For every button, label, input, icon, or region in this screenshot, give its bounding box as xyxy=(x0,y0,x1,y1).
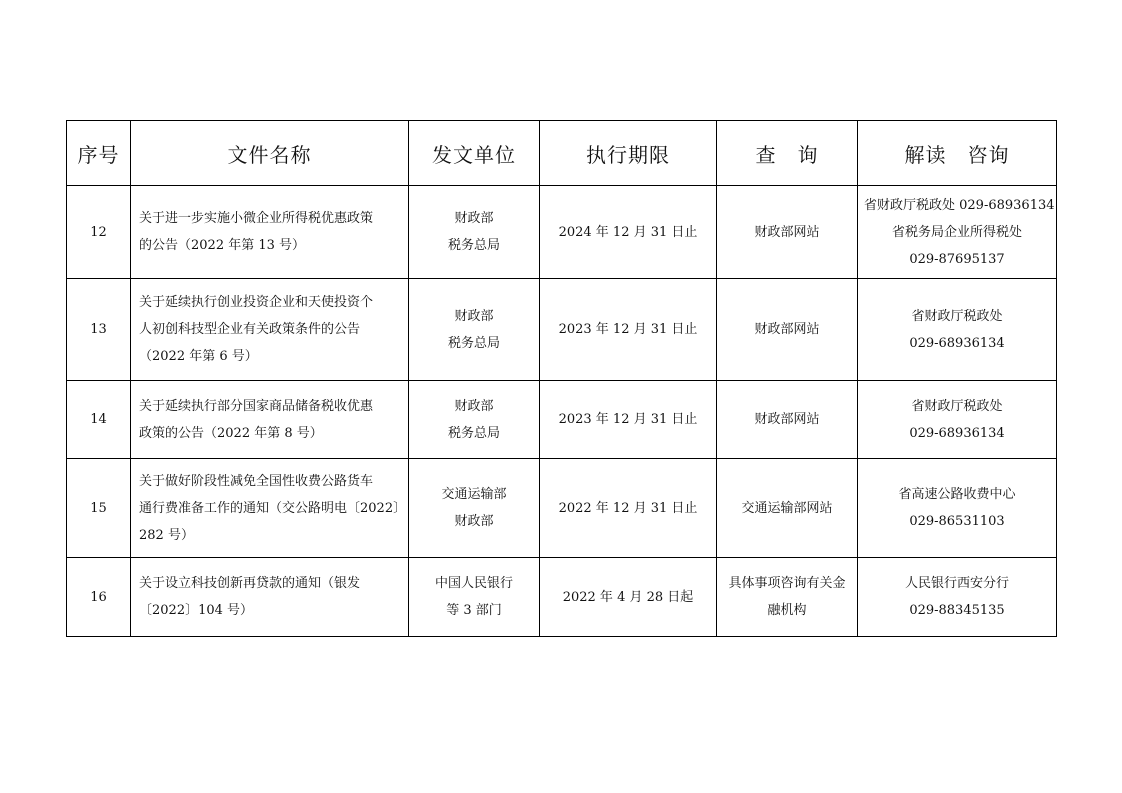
row-issuer xyxy=(409,279,540,381)
row-no: 16 xyxy=(67,558,131,637)
query-line: 财政部网站 xyxy=(754,412,820,427)
row-doc-name xyxy=(131,381,409,459)
issuer-line: 财政部 xyxy=(454,308,494,324)
query-line: 具体事项咨询有关金 xyxy=(728,576,846,591)
row-period: 2023 年 12 月 31 日止 xyxy=(540,381,717,459)
issuer-line: 税务总局 xyxy=(447,335,500,351)
contact-line: 029-86531103 xyxy=(909,514,1005,529)
contact-line: 省财政厅税政处 029-68936134 xyxy=(864,197,1055,213)
row-contact xyxy=(858,186,1057,279)
row-period: 2022 年 4 月 28 日起 xyxy=(540,558,717,637)
contact-line: 省税务局企业所得税处 xyxy=(891,224,1022,240)
row-period: 2022 年 12 月 31 日止 xyxy=(540,459,717,558)
query-line: 财政部网站 xyxy=(754,224,820,240)
doc-name-line: 282 号） xyxy=(139,527,194,543)
doc-name-line: （2022 年第 6 号） xyxy=(139,349,258,364)
doc-name-line: 政策的公告（2022 年第 8 号） xyxy=(139,425,323,441)
doc-name-line: 人初创科技型企业有关政策条件的公告 xyxy=(139,322,361,337)
table-row xyxy=(67,186,1057,279)
query-line: 融机构 xyxy=(767,603,807,618)
issuer-line: 财政部 xyxy=(454,398,494,414)
row-period: 2023 年 12 月 31 日止 xyxy=(540,279,717,381)
issuer-line: 财政部 xyxy=(454,211,494,226)
header-no: 序号 xyxy=(67,121,131,186)
contact-line: 省财政厅税政处 xyxy=(911,398,1003,414)
row-query xyxy=(717,459,858,558)
row-contact xyxy=(858,459,1057,558)
doc-name-line: 关于设立科技创新再贷款的通知（银发 xyxy=(139,576,361,591)
row-no: 14 xyxy=(67,381,131,459)
row-contact xyxy=(858,279,1057,381)
doc-name-line: 的公告（2022 年第 13 号） xyxy=(139,238,306,253)
row-issuer xyxy=(409,459,540,558)
row-doc-name xyxy=(131,279,409,381)
query-line: 交通运输部网站 xyxy=(741,500,833,516)
table-row xyxy=(67,381,1057,459)
row-issuer xyxy=(409,558,540,637)
table-row xyxy=(67,279,1057,381)
row-contact xyxy=(858,381,1057,459)
issuer-line: 等 3 部门 xyxy=(446,603,502,618)
header-issuer: 发文单位 xyxy=(409,121,540,186)
row-query xyxy=(717,186,858,279)
contact-line: 省财政厅税政处 xyxy=(911,308,1003,324)
contact-line: 029-88345135 xyxy=(909,603,1005,618)
row-doc-name xyxy=(131,186,409,279)
table-row xyxy=(67,558,1057,637)
contact-line: 029-68936134 xyxy=(909,335,1005,351)
doc-name-line: 通行费准备工作的通知（交公路明电〔2022〕 xyxy=(139,500,407,516)
doc-name-line: 关于延续执行创业投资企业和天使投资个 xyxy=(139,295,374,310)
issuer-line: 税务总局 xyxy=(447,425,500,441)
row-query xyxy=(717,558,858,637)
header-contact: 解读 咨询 xyxy=(858,121,1057,186)
issuer-line: 税务总局 xyxy=(447,238,500,253)
header-query: 查 询 xyxy=(717,121,858,186)
contact-line: 人民银行西安分行 xyxy=(904,576,1009,591)
table-row xyxy=(67,459,1057,558)
row-query xyxy=(717,279,858,381)
query-line: 财政部网站 xyxy=(754,322,820,337)
issuer-line: 财政部 xyxy=(454,514,494,529)
doc-name-line: 〔2022〕104 号） xyxy=(139,603,254,618)
row-doc-name xyxy=(131,558,409,637)
issuer-line: 交通运输部 xyxy=(441,487,507,502)
doc-name-line: 关于进一步实施小微企业所得税优惠政策 xyxy=(139,211,374,226)
doc-name-line: 关于做好阶段性减免全国性收费公路货车 xyxy=(139,473,374,489)
header-doc-name: 文件名称 xyxy=(131,121,409,186)
row-issuer xyxy=(409,186,540,279)
row-period: 2024 年 12 月 31 日止 xyxy=(540,186,717,279)
contact-line: 029-87695137 xyxy=(909,251,1005,267)
header-period: 执行期限 xyxy=(540,121,717,186)
doc-name-line: 关于延续执行部分国家商品储备税收优惠 xyxy=(139,398,374,414)
header-row xyxy=(67,121,1057,186)
issuer-line: 中国人民银行 xyxy=(434,576,513,591)
policy-table xyxy=(66,120,1057,637)
contact-line: 省高速公路收费中心 xyxy=(898,487,1016,502)
row-contact xyxy=(858,558,1057,637)
row-no: 12 xyxy=(67,186,131,279)
row-doc-name xyxy=(131,459,409,558)
row-no: 15 xyxy=(67,459,131,558)
row-query xyxy=(717,381,858,459)
row-no: 13 xyxy=(67,279,131,381)
row-issuer xyxy=(409,381,540,459)
contact-line: 029-68936134 xyxy=(909,425,1005,441)
